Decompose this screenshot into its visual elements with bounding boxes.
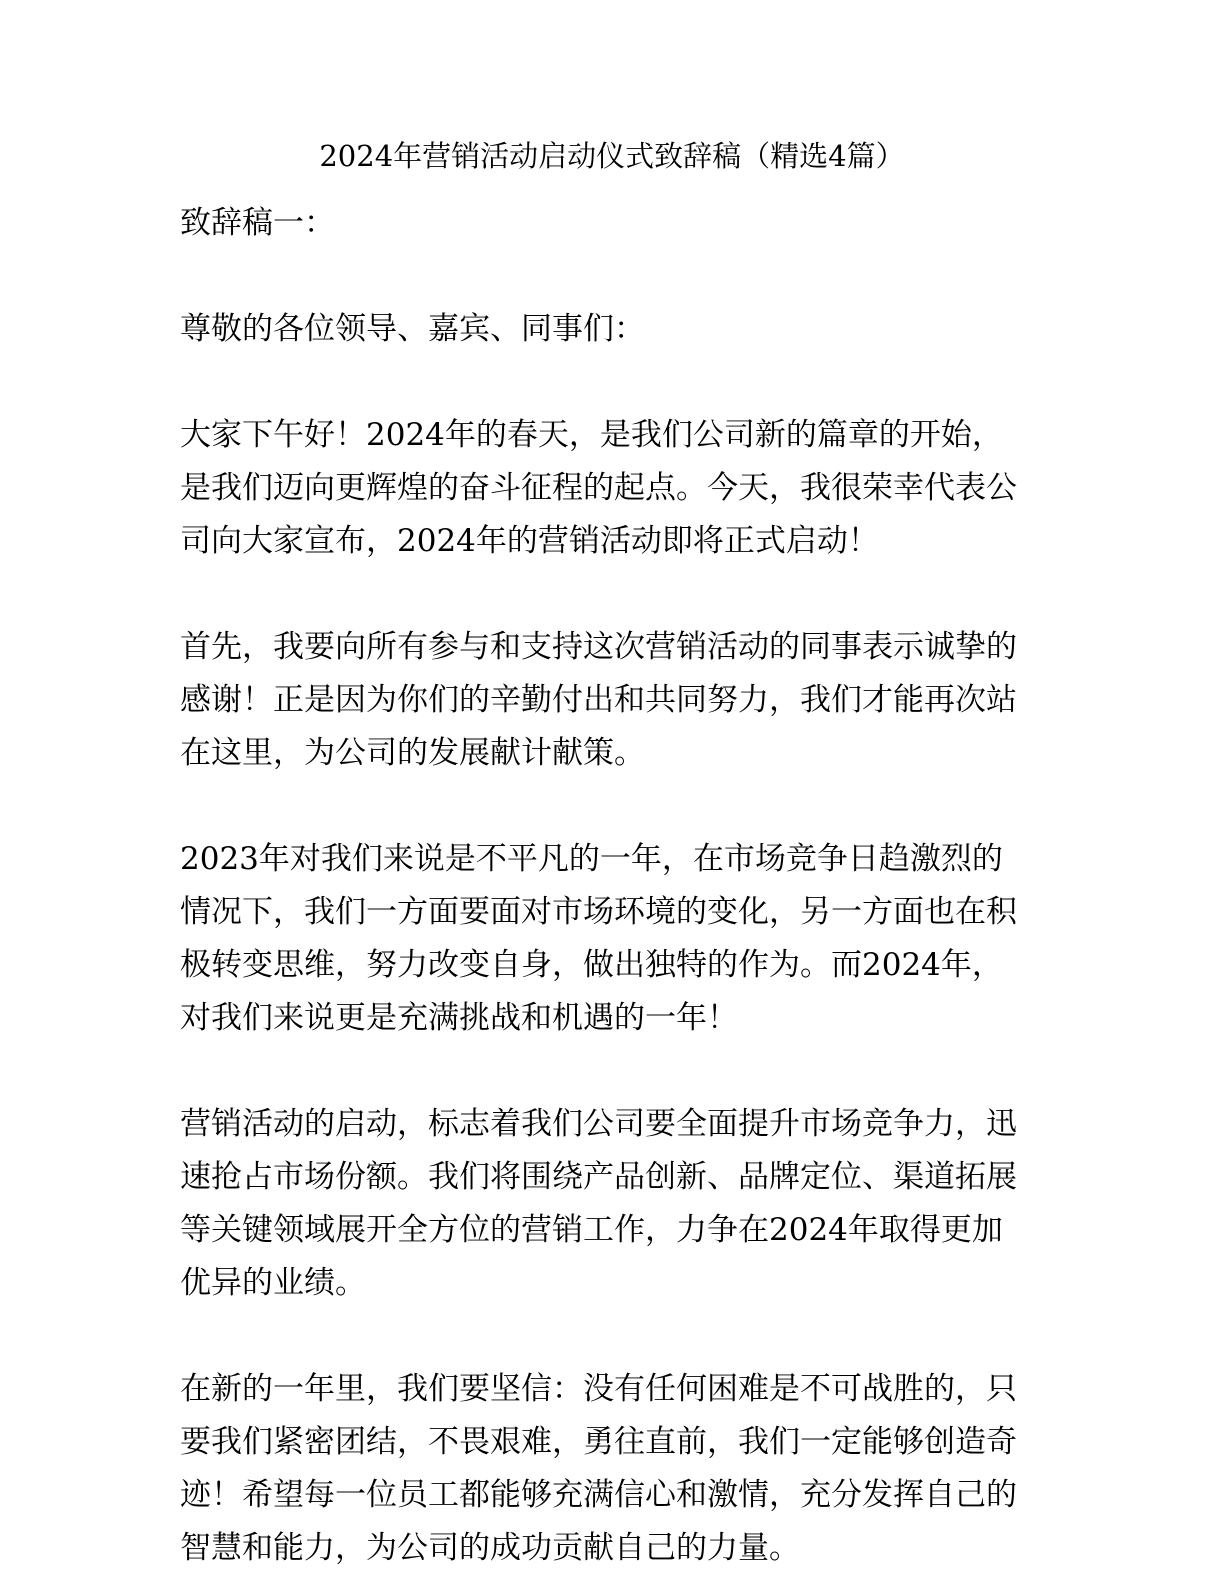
text-line: 等关键领域展开全方位的营销工作，力争在2024年取得更加 xyxy=(180,1212,1003,1248)
text-line: 优异的业绩。 xyxy=(180,1265,366,1301)
text-line: 在这里，为公司的发展献计献策。 xyxy=(180,735,645,771)
text-line: 感谢！正是因为你们的辛勤付出和共同努力，我们才能再次站 xyxy=(180,682,1017,718)
text-line: 极转变思维，努力改变自身，做出独特的作为。而2024年， xyxy=(180,947,1003,983)
text-line: 2023年对我们来说是不平凡的一年，在市场竞争日趋激烈的 xyxy=(180,841,1003,877)
opening-paragraph xyxy=(180,409,1050,568)
text-line: 大家下午好！2024年的春天，是我们公司新的篇章的开始， xyxy=(180,417,1003,453)
salutation-paragraph xyxy=(180,303,1050,356)
text-line: 情况下，我们一方面要面对市场环境的变化，另一方面也在积 xyxy=(180,894,1017,930)
text-line: 速抢占市场份额。我们将围绕产品创新、品牌定位、渠道拓展 xyxy=(180,1159,1017,1195)
campaign-goals-paragraph xyxy=(180,1098,1050,1310)
text-line: 营销活动的启动，标志着我们公司要全面提升市场竞争力，迅 xyxy=(180,1106,1017,1142)
text-line: 首先，我要向所有参与和支持这次营销活动的同事表示诚挚的 xyxy=(180,629,1017,665)
text-line: 致辞稿一： xyxy=(180,205,335,241)
text-line: 是我们迈向更辉煌的奋斗征程的起点。今天，我很荣幸代表公 xyxy=(180,470,1017,506)
section-heading xyxy=(180,197,1050,250)
thanks-paragraph xyxy=(180,621,1050,780)
closing-paragraph xyxy=(180,1363,1050,1575)
text-line: 尊敬的各位领导、嘉宾、同事们： xyxy=(180,311,645,347)
year-review-paragraph xyxy=(180,833,1050,1045)
text-line: 司向大家宣布，2024年的营销活动即将正式启动！ xyxy=(180,523,879,559)
text-line: 要我们紧密团结，不畏艰难，勇往直前，我们一定能够创造奇 xyxy=(180,1424,1017,1460)
text-line: 迹！希望每一位员工都能够充满信心和激情，充分发挥自己的 xyxy=(180,1477,1017,1513)
text-line: 在新的一年里，我们要坚信：没有任何困难是不可战胜的，只 xyxy=(180,1371,1017,1407)
document-body xyxy=(180,197,1050,1575)
text-line: 智慧和能力，为公司的成功贡献自己的力量。 xyxy=(180,1530,800,1566)
text-line: 对我们来说更是充满挑战和机遇的一年！ xyxy=(180,1000,738,1036)
document-title: 2024年营销活动启动仪式致辞稿（精选4篇） xyxy=(319,139,905,173)
